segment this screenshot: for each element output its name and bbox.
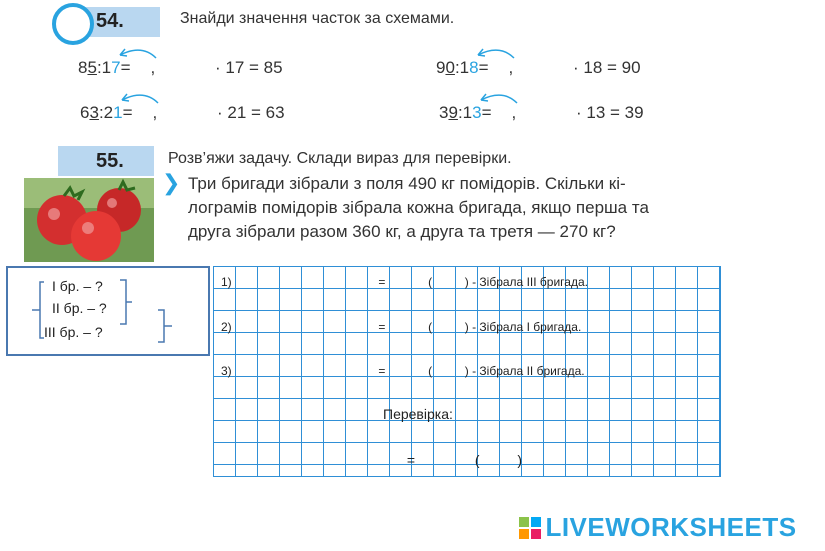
problem-line: лограмів помідорів зібрала кожна бригада, якщо перша та [188, 198, 649, 217]
problem-text [188, 172, 728, 244]
division-39-13: 39:13= , [439, 101, 516, 125]
result-input-2[interactable] [389, 320, 425, 334]
division-85-17: 85:17= , [78, 56, 155, 80]
answer-box-85-17[interactable] [131, 63, 151, 83]
unit-input-1[interactable] [435, 275, 461, 289]
task-55-number: 55. [96, 150, 124, 172]
result-input-1[interactable] [389, 275, 425, 289]
check-label: Перевірка: [383, 406, 453, 422]
check-63: · 21 = 63 [197, 101, 285, 125]
task-54-title: Знайди значення часток за схемами. [180, 10, 455, 27]
task-54-badge [52, 3, 160, 39]
answer-box-check-63[interactable] [197, 108, 217, 128]
check-unit-input[interactable] [483, 454, 513, 468]
answer-box-check-90[interactable] [553, 63, 573, 83]
answer-box-63-21[interactable] [133, 108, 153, 128]
check-39: · 13 = 39 [556, 101, 644, 125]
task-55-title: Розв’яжи задачу. Склади вираз для перевірки. [168, 150, 512, 167]
task-55-badge [58, 146, 154, 176]
expression-input-1[interactable] [235, 275, 375, 289]
expression-input-2[interactable] [235, 320, 375, 334]
unit-input-3[interactable] [435, 364, 461, 378]
tomatoes-image [24, 178, 154, 262]
unit-input-2[interactable] [435, 320, 461, 334]
check-row: = ( ) [273, 452, 573, 468]
brand-text: LIVEWORKSHEETS [545, 512, 797, 542]
lws-mark-icon [519, 517, 541, 539]
scheme-line-2: ІІ бр. – ? [52, 300, 107, 316]
result-input-3[interactable] [389, 364, 425, 378]
problem-line: Три бригади зібрали з поля 490 кг помідорів. Скільки кі- [188, 174, 626, 193]
division-63-21: 63:21= , [80, 101, 157, 125]
expression-input-3[interactable] [235, 364, 375, 378]
division-90-18: 90:18= , [436, 56, 513, 80]
grid-row-3: 3) = ( ) - Зібрала ІІ бригада. [221, 364, 585, 378]
grid-row-1: 1) = ( ) - Зібрала ІІІ бригада. [221, 275, 588, 289]
brace-icon [8, 268, 208, 354]
problem-line: друга зібрали разом 360 кг, а друга та третя — 270 кг? [188, 222, 616, 241]
answer-box-check-39[interactable] [556, 108, 576, 128]
check-85: · 17 = 85 [195, 56, 283, 80]
arrow-icon [473, 89, 523, 105]
check-90: · 18 = 90 [553, 56, 641, 80]
check-result-input[interactable] [419, 454, 471, 468]
task-54-number: 54. [96, 10, 124, 32]
arrow-icon [470, 44, 520, 60]
scheme-line-3: ІІІ бр. – ? [44, 324, 103, 340]
scheme-line-1: І бр. – ? [52, 278, 103, 294]
circle-icon [52, 3, 94, 45]
chevron-right-icon: ❯ [162, 170, 181, 195]
grid-row-2: 2) = ( ) - Зібрала І бригада. [221, 320, 582, 334]
arrow-icon [112, 44, 162, 60]
answer-box-check-85[interactable] [195, 63, 215, 83]
brigades-scheme [6, 266, 210, 356]
check-expression-input[interactable] [273, 454, 403, 468]
arrow-icon [114, 89, 164, 105]
answer-grid [213, 266, 721, 477]
answer-box-90-18[interactable] [489, 63, 509, 83]
answer-box-39-13[interactable] [492, 108, 512, 128]
liveworksheets-logo [519, 512, 797, 543]
